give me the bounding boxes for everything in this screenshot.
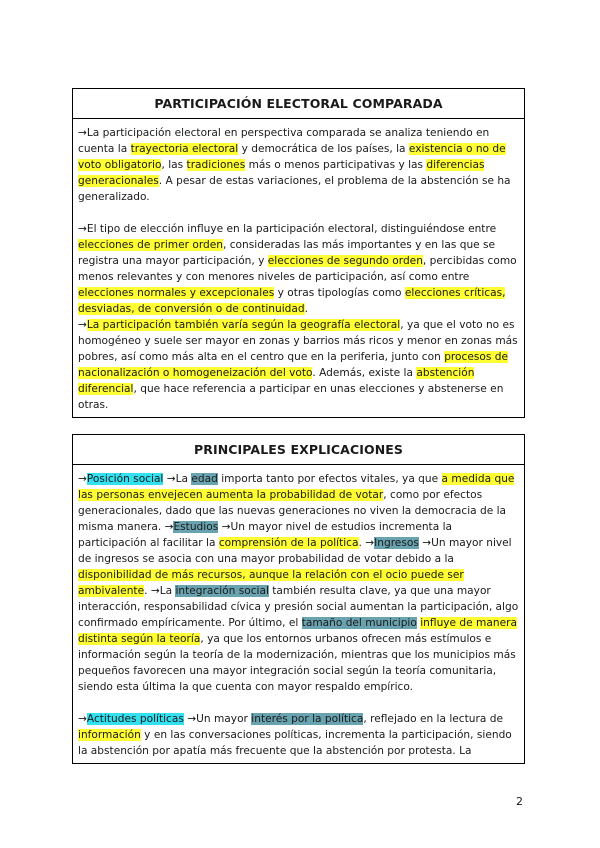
highlighted-text: elecciones de primer orden	[78, 239, 223, 251]
highlighted-text: tamaño del municipio	[301, 617, 417, 629]
highlighted-text: elecciones normales y excepcionales	[78, 287, 275, 299]
text-run: →El tipo de elección influye en la participación electoral, distinguiéndose entre	[78, 223, 497, 235]
highlighted-text: tradiciones	[186, 159, 246, 171]
highlighted-text: interés por la política	[251, 713, 364, 725]
page-number: 2	[516, 795, 523, 808]
text-run: , las	[161, 159, 187, 171]
paragraph	[78, 317, 519, 413]
text-run: . →La	[144, 585, 176, 597]
text-run: →La	[163, 473, 192, 485]
text-run: y democrática de los países, la	[238, 143, 409, 155]
section-principales-explicaciones	[72, 434, 525, 764]
highlighted-text: elecciones críticas, desviadas, de conversión o de continuidad	[78, 287, 506, 315]
text-run: , consideradas las más importantes y en las que se registra una mayor participación, y	[78, 239, 496, 267]
highlighted-text: elecciones de segundo orden	[267, 255, 423, 267]
highlighted-text: edad	[191, 473, 218, 485]
text-run: importa tanto por efectos vitales, ya que	[217, 473, 442, 485]
highlighted-text: abstención diferencial	[78, 367, 475, 395]
highlighted-text: información	[78, 729, 141, 741]
highlighted-text: Ingresos	[374, 537, 419, 549]
highlighted-text: existencia o no de voto obligatorio	[78, 143, 506, 171]
highlighted-text: La participación también varía según la geografía electoral	[86, 319, 401, 331]
section-title: PARTICIPACIÓN ELECTORAL COMPARADA	[73, 89, 524, 119]
text-run: y otras tipologías como	[274, 287, 405, 299]
section-body	[73, 465, 524, 759]
paragraph	[78, 471, 519, 695]
text-run: , como por efectos generacionales, dado que las nuevas generaciones no viven la democracia de la misma manera. →	[78, 489, 507, 533]
section-title: PRINCIPALES EXPLICACIONES	[73, 435, 524, 465]
paragraph	[78, 711, 519, 759]
highlighted-text: a medida que las personas envejecen aumenta la probabilidad de votar	[78, 473, 515, 501]
text-run: →	[78, 713, 87, 725]
text-run: →Un mayor	[183, 713, 252, 725]
text-run: . Además, existe la	[312, 367, 417, 379]
section-body	[73, 119, 524, 413]
section-participacion-electoral	[72, 88, 525, 418]
highlighted-text: influye de manera distinta según la teoría	[78, 617, 517, 645]
highlighted-text: Estudios	[173, 521, 219, 533]
text-run: , reflejado en la lectura de	[363, 713, 503, 725]
highlighted-text: integración social	[175, 585, 269, 597]
highlighted-text: diferencias generacionales	[78, 159, 485, 187]
text-run: , ya que el voto no es homogéneo y suele ser mayor en zonas y barrios más ricos y menor en zonas más pobres, así como más alta en el centro que en la periferia, junto con	[78, 319, 518, 363]
text-run: . A pesar de estas variaciones, el problema de la abstención se ha generalizado.	[78, 175, 511, 203]
highlighted-text: comprensión de la política	[218, 537, 359, 549]
highlighted-text: Actitudes políticas	[86, 713, 184, 725]
text-run: →La participación electoral en perspectiva comparada se analiza teniendo en cuenta la	[78, 127, 490, 155]
text-run: , ya que los entornos urbanos ofrecen más estímulos e información según la teoría de la modernización, mientras que los municipios más pequeños favorecen una mayor integración social según la teoría comunitaria, siendo esta última la que cuenta con mayor respaldo empírico.	[78, 633, 516, 693]
highlighted-text: Posición social	[86, 473, 164, 485]
text-run: y en las conversaciones políticas, incrementa la participación, siendo la abstención por apatía más frecuente que la abstención por protesta. La	[78, 729, 512, 757]
text-run: más o menos participativas y las	[245, 159, 427, 171]
text-run: .	[304, 303, 308, 315]
text-run: →	[78, 319, 87, 331]
paragraph	[78, 221, 519, 317]
text-run: , que hace referencia a participar en unas elecciones y abstenerse en otras.	[78, 383, 504, 411]
text-run: →Un mayor nivel de ingresos se asocia con una mayor probabilidad de votar debido a la	[78, 537, 512, 565]
paragraph	[78, 125, 519, 205]
highlighted-text: trayectoria electoral	[130, 143, 239, 155]
highlighted-text: disponibilidad de más recursos, aunque la relación con el ocio puede ser ambivalente	[78, 569, 464, 597]
text-run: , percibidas como menos relevantes y con menores niveles de participación, así como entre	[78, 255, 517, 283]
highlighted-text: procesos de nacionalización o homogeneización del voto	[78, 351, 508, 379]
text-run: también resulta clave, ya que una mayor interacción, responsabilidad cívica y presión social aumentan la participación, algo confirmado empíricamente. Por último, el	[78, 585, 519, 629]
text-run: . →	[358, 537, 375, 549]
text-run: →	[78, 473, 87, 485]
text-run: →Un mayor nivel de estudios incrementa la participación al facilitar la	[78, 521, 453, 549]
